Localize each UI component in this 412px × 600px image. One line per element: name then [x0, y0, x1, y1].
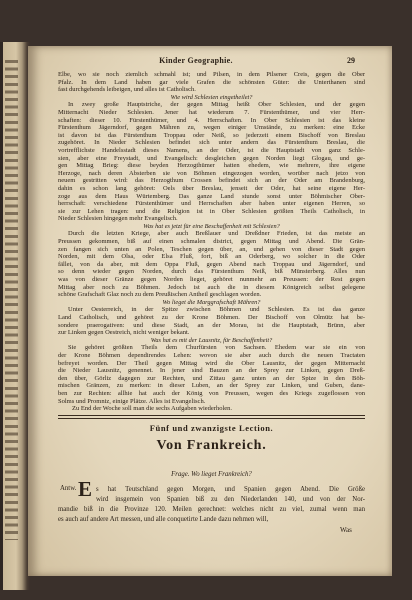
text-line: zur Linken gegen Oestreich, nicht weniger bekant.	[58, 329, 190, 337]
text-line: Nieder Schlesien hingegen mehr Evangelisch.	[58, 215, 178, 223]
text-line: so denn wieder gegen Norden, durch das Fürstenthum Neiß, biß Münsterberg. Alles nun	[58, 268, 365, 276]
answer-line: wird insgemein von Spanien biß zu den Niederlanden 140, und von der Nor-	[96, 496, 365, 503]
drop-cap-initial: E	[78, 477, 93, 501]
previous-page-edge	[0, 42, 30, 590]
previous-page-text-fragments	[5, 60, 18, 540]
text-line: In zwey große Hauptstriche, der gegen Mittag heißt Ober Schlesien, und der gegen	[68, 101, 365, 109]
text-line: dahin es schon lang gehöret: Oels über Breslau, jenseit der Oder, hat seine eigene Her-	[58, 184, 365, 192]
section-question: Wie wird Schlesien eingetheilet?	[170, 93, 253, 101]
text-line: Preussen gekommen, biß auf einen schmalen district, gegen Mittag und Abend. Die Grän-	[58, 238, 365, 246]
text-line: den über, Görliz dagegen zur Rechten, und Zittau ganz unten an der Spize in den Böh-	[58, 374, 365, 382]
text-line: zen fangen sich unten an Polen, Teschen gegen über, an, und gehen von dieser Stadt gegen	[58, 245, 365, 253]
text-line: ben zur Rechten: allhie hat auch der König von Preussen, wegen des Kriegs zugeflossen von	[58, 389, 365, 397]
text-line: Land Catholisch, und gehöret zu der Krone Böhmen. Der Bischoff von Olmütz hat be-	[58, 314, 365, 321]
text-line: neuem gestritten wird: das Herzogthum Crossen befindet sich an der Oder am Brandenburg,	[58, 177, 365, 185]
section-question: Was hat es mit der Lausnitz, für Beschaffenheit?	[150, 336, 273, 344]
answer-line: s hat Teutschland gegen Morgen, und Spanien gegen Abend. Die Größe	[96, 486, 365, 493]
text-line: herrschaft: verschiedene Fürstenthümer und Herrschaften aber haben unter eigenen Herren, so	[58, 200, 365, 208]
text-line: fast durchgehends leibeigen, und alles ist Catholisch.	[58, 86, 196, 94]
paragraph	[58, 344, 365, 405]
lection-number: Fünf und zwanzigste Lection.	[149, 423, 274, 433]
lection-question: Frage. Wo lieget Frankreich?	[171, 471, 252, 478]
paragraph	[58, 306, 365, 336]
lection-title: Von Frankreich.	[156, 438, 267, 453]
answer-label: Antw.	[60, 485, 77, 492]
text-line: Mittag aber noch zu Böhmen. Jedoch ist auch die in diesem Königreich selbst gelegene	[58, 283, 365, 291]
answer-line: es auch auf andere Art messen, und alle conquetirte Lande dazu nehmen will,	[58, 516, 269, 523]
text-line: Sie gehöret größten Theils dem Churfürsten von Sachsen. Ehedem war sie ein von	[68, 344, 365, 352]
text-line: gen Mittag Brieg: diese beyden Herzogthümer hatten ehedem, wie mehrere, ihre eigene	[58, 162, 365, 170]
text-line: mischen Gränzen, zu merken: in dieser Luben, an der Sprey zur Linken, und Guben, dane-	[58, 382, 365, 390]
text-line: Fürstenthum Jägerndorf, gegen Mähren zu, wegen einiger Umstände, zu merken: eine Ecke	[58, 124, 365, 132]
text-line: Mitternacht Nieder Schlesien. Jener hat wiederum 7. Fürstenthümer, und vier Herr-	[58, 108, 365, 116]
running-title: Kinder Geographie.	[159, 56, 233, 65]
text-line: Elbe, wo sie noch ziemlich schmahl ist; und Pilsen, in dem Pilsener Creis, gegen die Ober	[58, 71, 365, 78]
text-line: fället, von da aber, mit dem Oppa Fluß, gegen Abend nach Troppau und Jägerndorf, und	[58, 260, 365, 268]
catchword: Was	[340, 526, 352, 534]
text-line: Solms und Promniz, einige Plätze. Alles ist Evangelisch.	[58, 397, 206, 405]
text-line: Unter Oesterreich, in der Spitze zwischen Böhmen und Schlesien. Es ist das ganze	[68, 306, 365, 314]
body-text	[58, 71, 365, 413]
text-line: befreyet worden. Der Theil gegen Mittag wird die Ober Lausnitz, der gegen Mitternacht	[58, 359, 365, 367]
text-line: zoge aus dem Haus Würtemberg. Das ganze Land stunde sonst unter Böhmischer Ober-	[58, 192, 365, 200]
text-line: vortrefflichste Handelsstadt dieses Namens, an der Oder, ist die Hauptstadt von ganz Schle-	[58, 146, 365, 154]
text-line: Norden, mit dem Olsa, oder Elsa Fluß, fort, biß an Oderberg, wo solcher in die Oder	[58, 253, 365, 261]
paragraph	[58, 230, 365, 298]
text-line: Pfalz. In dem Land haben gar viele Grafen die schönsten Güter: die Unterthanen sind	[58, 78, 365, 86]
text-line: ist davon ist das Fürstenthum Troppau oder Neiß, so jederzeit einem Bischoff von Breslau	[58, 131, 365, 139]
text-line: die Nieder Lausnitz, genennet. In jener sind Bauzen an der Sprey zur Linken, gegen Dreß-	[58, 367, 365, 375]
text-line: sien, aber eine Freystadt, und Evangelisch: desgleichen gegen Norden liegt Glogau, und ge-	[58, 154, 365, 162]
text-line: was von dieser Gränze gegen Norden lieget, gehöret nunmehr an Preussen: der Rest gegen	[58, 276, 365, 284]
text-line: sie zur Lehen tragen: und die Religion ist in Ober Schlesien größten Theils Catholisch, in	[58, 207, 365, 215]
text-line: Durch die letzten Kriege, aber auch Breßlauer und Dreßdner Frieden, ist das meiste an	[68, 230, 365, 238]
lesson-note: Zu End der Woche soll man die sechs Aufgaben wiederholen.	[72, 405, 233, 413]
text-line: der Krone Böhmen dependirendes Lehen: wovon sie aber auch durch die neuen Tractaten	[58, 351, 365, 359]
answer-line: mandie biß in die Provinze 120. Meilen gerechnet: welches nicht zu viel, zumal wenn man	[58, 506, 365, 513]
section-question: Was hat es jetzt für eine Beschaffenheit mit Schlesien?	[143, 222, 280, 230]
text-line: zugehöret. In Nieder Schlesien befindet sich unter andern das Fürstenthum Breslau, die	[58, 139, 365, 147]
text-line: sondere praerogativen: und diese Stadt, an der Morau, ist die Hauptstadt, Brünn, aber	[58, 321, 365, 329]
text-line: schöne Grafschaft Glaz noch zu dem Preußischen Antheil geschlagen worden.	[58, 291, 262, 299]
paragraph	[58, 71, 365, 94]
paragraph	[58, 101, 365, 223]
section-divider	[58, 415, 365, 419]
section-question: Wo lieget die Marggrafschaft Mähren?	[162, 298, 261, 306]
page-number: 29	[347, 56, 355, 65]
text-line: Herzoge, nach deren Absterben sie von Böhmen eingezogen worden, worüber nach jetzo von	[58, 169, 365, 177]
text-line: schaften: dieser 10. Fürstenthümer, und 4. Herrschaften. In Ober Schlesien ist das kleine	[58, 116, 365, 124]
